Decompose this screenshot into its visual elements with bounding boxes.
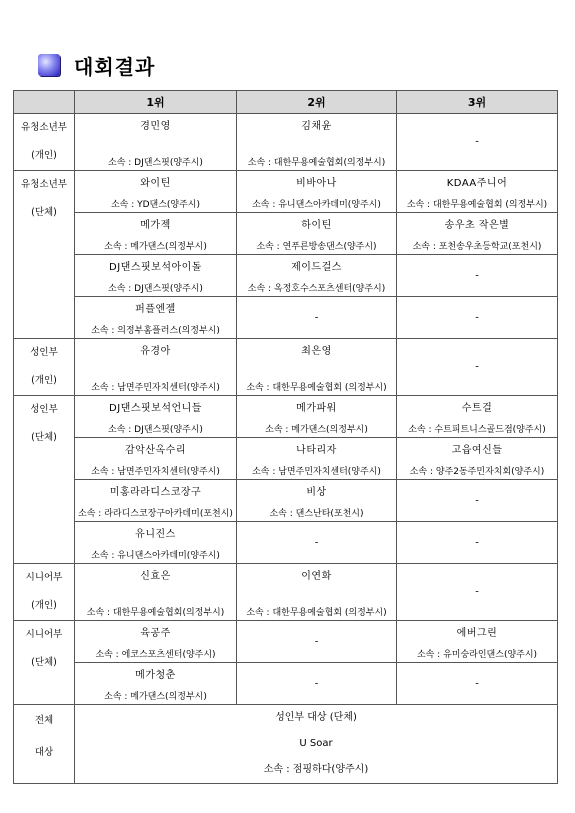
team-name: 메가파워	[296, 403, 337, 414]
result-cell	[237, 621, 397, 663]
result-cell	[75, 564, 237, 621]
result-cell	[75, 255, 237, 297]
affiliation: 소속 : 의정부홈플러스(의정부시)	[91, 326, 220, 336]
affiliation: 소속 : DJ댄스핏(양주시)	[108, 158, 203, 168]
team-name: DJ댄스핏보석아이돌	[109, 262, 202, 273]
result-cell	[75, 480, 237, 522]
table-row	[14, 171, 558, 213]
affiliation: 소속 : 유니댄스아카데미(양주시)	[252, 200, 381, 210]
title-text: 대회결과	[74, 54, 156, 79]
team-name: 하이틴	[301, 220, 332, 231]
result-cell	[397, 213, 558, 255]
affiliation: 소속 : 옥정호수스포츠센터(양주시)	[247, 284, 386, 294]
table-row	[14, 522, 558, 564]
table-row	[14, 297, 558, 339]
affiliation: 소속 : 메가댄스(의정부시)	[265, 425, 368, 435]
overall-row	[14, 705, 558, 784]
affiliation: 소속 : 에코스포츠센터(양주시)	[95, 650, 216, 660]
affiliation: 소속 : 라라디스코장구아카데미(포천시)	[78, 509, 233, 519]
table-row	[14, 339, 558, 396]
affiliation: 소속 : YD댄스(양주시)	[110, 200, 201, 210]
result-cell	[237, 339, 397, 396]
team-name: 유니진스	[135, 529, 176, 540]
table-row	[14, 621, 558, 663]
table-row	[14, 438, 558, 480]
affiliation: 소속 : 대한무용예술협회(의정부시)	[247, 158, 386, 168]
result-cell	[237, 255, 397, 297]
team-name: 와이틴	[140, 178, 171, 189]
team-name: 메가청춘	[135, 670, 176, 681]
empty-dash: -	[475, 312, 479, 323]
team-name: 송우초 작은별	[444, 220, 510, 231]
result-cell	[397, 480, 558, 522]
empty-dash: -	[475, 586, 479, 598]
empty-dash: -	[314, 312, 319, 323]
empty-dash: -	[475, 361, 479, 373]
team-name: DJ댄스핏보석언니들	[109, 403, 202, 414]
result-cell	[75, 663, 237, 705]
result-cell	[75, 339, 237, 396]
result-cell	[237, 114, 397, 171]
overall-line3: 소속 : 점핑하다(양주시)	[263, 764, 369, 775]
result-cell	[397, 396, 558, 438]
page-title	[38, 50, 155, 80]
empty-dash: -	[475, 270, 479, 281]
square-bullet-icon	[38, 54, 60, 76]
result-cell	[237, 522, 397, 564]
affiliation: 소속 : 대한무용예술협회 (의정부시)	[406, 200, 548, 210]
affiliation: 소속 : 유니댄스아카데미(양주시)	[91, 551, 220, 561]
result-cell	[237, 663, 397, 705]
team-name: 나타리자	[296, 445, 337, 456]
team-name: 최은영	[301, 346, 332, 357]
division-label: 시니어부 (개인)	[14, 564, 75, 621]
team-name: 수트걸	[461, 403, 493, 414]
team-name: 에버그린	[456, 628, 498, 639]
result-cell	[397, 297, 558, 339]
result-cell	[397, 522, 558, 564]
division-label: 시니어부 (단체)	[14, 621, 75, 705]
overall-label: 전체 대상	[14, 705, 75, 784]
result-cell	[75, 114, 237, 171]
empty-dash: -	[314, 636, 319, 647]
result-cell	[237, 564, 397, 621]
empty-dash: -	[314, 537, 319, 548]
affiliation: 소속 : DJ댄스핏(양주시)	[108, 284, 203, 294]
team-name: 비상	[306, 487, 327, 498]
result-cell	[75, 171, 237, 213]
empty-dash: -	[475, 537, 479, 548]
empty-dash: -	[475, 136, 479, 148]
team-name: 유경아	[140, 346, 171, 357]
header-3rd: 3위	[397, 91, 558, 114]
result-cell	[237, 480, 397, 522]
affiliation: 소속 : 유미숭라인댄스(양주시)	[416, 650, 538, 660]
header-1st: 1위	[75, 91, 237, 114]
team-name: 퍼플엔젤	[135, 304, 176, 315]
table-row	[14, 213, 558, 255]
result-cell	[237, 297, 397, 339]
result-cell	[397, 255, 558, 297]
affiliation: 소속 : 메가댄스(의정부시)	[104, 692, 207, 702]
affiliation: 소속 : 남면주민자치센터(양주시)	[91, 467, 220, 477]
result-cell	[237, 396, 397, 438]
affiliation: 소속 : DJ댄스핏(양주시)	[108, 425, 203, 435]
empty-dash: -	[314, 678, 319, 689]
team-name: 김채윤	[301, 121, 332, 132]
team-name: 미홍라라디스코장구	[109, 487, 202, 498]
team-name: 비바아나	[296, 178, 337, 189]
results-table	[13, 90, 558, 784]
header-row	[14, 91, 558, 114]
team-name: 육공주	[140, 628, 171, 639]
result-cell	[397, 621, 558, 663]
overall-line1: 성인부 대상 (단체)	[275, 712, 357, 723]
table-row	[14, 255, 558, 297]
result-cell	[237, 438, 397, 480]
affiliation: 소속 : 대한무용예술협회 (의정부시)	[246, 383, 387, 393]
affiliation: 소속 : 메가댄스(의정부시)	[104, 242, 207, 252]
result-cell	[237, 171, 397, 213]
affiliation: 소속 : 포천송우초등학교(포천시)	[412, 242, 542, 252]
result-cell	[397, 114, 558, 171]
table-row	[14, 564, 558, 621]
affiliation: 소속 : 남면주민자치센터(양주시)	[252, 467, 381, 477]
division-label: 유청소년부 (개인)	[14, 114, 75, 171]
table-row	[14, 663, 558, 705]
affiliation: 소속 : 대한무용예술협회 (의정부시)	[246, 608, 387, 618]
table-row	[14, 480, 558, 522]
result-cell	[75, 396, 237, 438]
result-cell	[75, 438, 237, 480]
affiliation: 소속 : 수트피트니스골드점(양주시)	[408, 425, 546, 435]
team-name: KDAA주니어	[446, 178, 508, 189]
team-name: 고읍여신들	[451, 445, 503, 456]
result-cell	[397, 339, 558, 396]
result-cell	[75, 522, 237, 564]
division-label: 유청소년부 (단체)	[14, 171, 75, 339]
team-name: 경민영	[140, 121, 171, 132]
division-label: 성인부 (단체)	[14, 396, 75, 564]
team-name: 신효은	[140, 571, 171, 582]
result-cell	[75, 621, 237, 663]
affiliation: 소속 : 양주2동주민자치회(양주시)	[409, 467, 545, 477]
result-cell	[75, 213, 237, 255]
affiliation: 소속 : 대한무용예술협회(의정부시)	[86, 608, 225, 618]
result-cell	[237, 213, 397, 255]
overall-line2: U Soar	[299, 738, 333, 749]
affiliation: 소속 : 댄스난타(포천시)	[269, 509, 364, 519]
results-body	[14, 114, 558, 784]
header-corner	[14, 91, 75, 114]
empty-dash: -	[475, 678, 479, 689]
result-cell	[75, 297, 237, 339]
table-row	[14, 396, 558, 438]
result-cell	[397, 171, 558, 213]
team-name: 이연화	[301, 571, 332, 582]
empty-dash: -	[475, 495, 479, 506]
overall-award-cell	[75, 705, 558, 784]
table-row	[14, 114, 558, 171]
team-name: 제이드걸스	[291, 262, 342, 273]
affiliation: 소속 : 남면주민자치센터(양주시)	[91, 383, 220, 393]
team-name: 감악산옥수리	[125, 445, 186, 456]
header-2nd: 2위	[237, 91, 397, 114]
result-cell	[397, 564, 558, 621]
division-label: 성인부 (개인)	[14, 339, 75, 396]
result-cell	[397, 438, 558, 480]
team-name: 메가젝	[140, 220, 171, 231]
affiliation: 소속 : 연푸른방송댄스(양주시)	[256, 242, 377, 252]
result-cell	[397, 663, 558, 705]
